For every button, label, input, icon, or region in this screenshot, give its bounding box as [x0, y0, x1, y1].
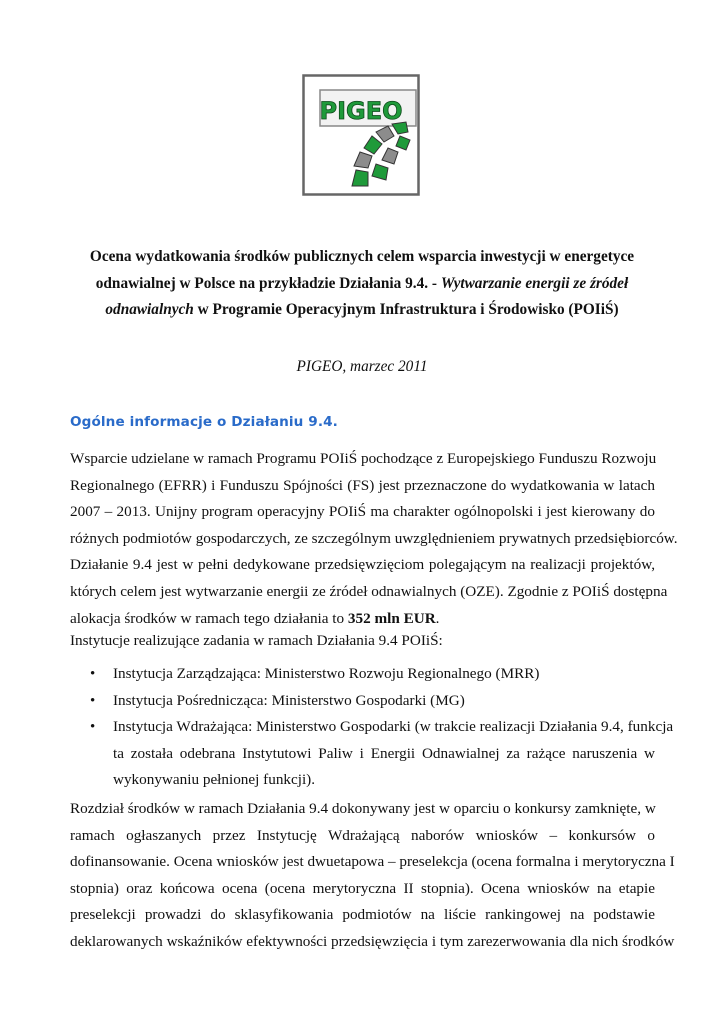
paragraph-3-line: ramach ogłaszanych przez Instytucję Wdrażającą naborów wniosków – konkursów o	[70, 826, 655, 844]
section-heading: Ogólne informacje o Działaniu 9.4.	[70, 414, 338, 430]
title-line-3-text: w Programie Operacyjnym Infrastruktura i Środowisko (POIiŚ)	[193, 301, 619, 318]
pigeo-logo	[302, 74, 420, 196]
author-date-line: PIGEO, marzec 2011	[296, 358, 428, 375]
list-item-text: Instytucja Pośrednicząca: Ministerstwo Gospodarki (MG)	[113, 691, 465, 709]
title-line-2	[70, 271, 654, 298]
allocation-text: alokacja środków w ramach tego działania to	[70, 609, 348, 627]
paragraph-3-line: Rozdział środków w ramach Działania 9.4 dokonywany jest w oparciu o konkursy zamknięte, w	[70, 800, 656, 817]
list-item	[70, 714, 674, 794]
bullet-icon: •	[90, 719, 96, 736]
list-item	[70, 661, 655, 688]
paragraph-1-line: Wsparcie udzielane w ramach Programu POIiŚ pochodzące z Europejskiego Funduszu Rozwoju	[70, 450, 657, 467]
paragraph-1-line: Działanie 9.4 jest w pełni dedykowane przedsięwzięciom polegającym na realizacji projektów,	[70, 556, 655, 574]
paragraph-3	[70, 796, 675, 956]
bullet-icon: •	[90, 692, 96, 709]
paragraph-1	[70, 446, 678, 632]
paragraph-3-line: dofinansowanie. Ocena wniosków jest dwuetapowa – preselekcja (ocena formalna i merytoryczna I	[70, 853, 675, 871]
title-line-2-italic: Wytwarzanie energii ze źródeł	[440, 274, 629, 292]
list-item-text: Instytucja Wdrażająca: Ministerstwo Gospodarki (w trakcie realizacji Działania 9.4, funkcja	[113, 718, 674, 736]
list-item	[70, 688, 655, 715]
paragraph-1-line: 2007 – 2013. Unijny program operacyjny POIiŚ ma charakter ogólnopolski i jest kierowany do	[70, 503, 655, 521]
title-line-2-text: odnawialnej w Polsce na przykładzie Działania 9.4. -	[95, 274, 441, 292]
paragraph-2	[70, 628, 655, 655]
list-item-text: ta została odebrana Instytutowi Paliw i Energii Odnawialnej za rażące naruszenia w	[113, 744, 655, 762]
document-title	[70, 244, 654, 324]
paragraph-3-line: stopnia) oraz końcowa ocena (ocena merytoryczna II stopnia). Ocena wniosków na etapie	[70, 879, 655, 897]
title-line-3	[70, 297, 654, 324]
paragraph-3-line: deklarowanych wskaźników efektywności przedsięwzięcia i tym zarezerwowania dla nich środków	[70, 932, 675, 950]
pigeo-logo-text: PIGEO	[319, 97, 403, 125]
title-line-3-italic: odnawialnych	[105, 301, 194, 318]
paragraph-1-line: Regionalnego (EFRR) i Funduszu Spójności (FS) jest przeznaczone do wydatkowania w latach	[70, 476, 655, 494]
paragraph-3-line: preselekcji prowadzi do sklasyfikowania podmiotów na liście rankingowej na podstawie	[70, 906, 655, 924]
allocation-amount: 352 mln EUR	[347, 609, 436, 627]
paragraph-2-line: Instytucje realizujące zadania w ramach Działania 9.4 POIiŚ:	[70, 632, 443, 649]
bullet-icon: •	[90, 666, 96, 682]
title-line-1: Ocena wydatkowania środków publicznych celem wsparcia inwestycji w energetyce	[89, 248, 635, 265]
list-item-text: wykonywaniu pełnionej funkcji).	[113, 771, 316, 789]
pigeo-logo-graphic	[302, 74, 420, 196]
institutions-list	[70, 661, 674, 794]
paragraph-1-line: których celem jest wytwarzanie energii ze źródeł odnawialnych (OZE). Zgodnie z POIiŚ dostępna	[70, 582, 668, 600]
list-item-text: Instytucja Zarządzająca: Ministerstwo Rozwoju Regionalnego (MRR)	[113, 665, 540, 682]
allocation-period: .	[435, 609, 440, 627]
paragraph-1-line: różnych podmiotów gospodarczych, ze szczególnym uwzględnieniem prywatnych przedsiębiorców.	[70, 529, 678, 547]
